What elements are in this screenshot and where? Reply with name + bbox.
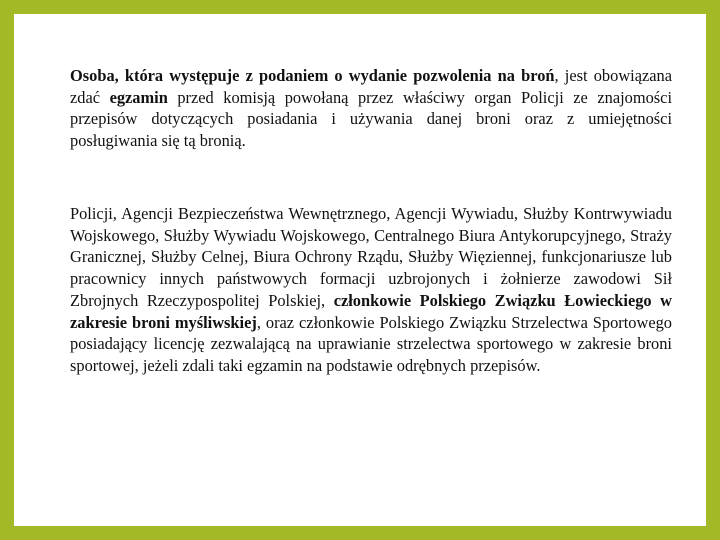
paragraph-exempt-groups-hunters: członkowie Polskiego Związku Łowieckiego w zakresie broni myśliwskiej — [70, 290, 672, 332]
slide-content — [14, 14, 706, 526]
paragraph-permit-exam-lead: Osoba, która występuje z podaniem o wydanie pozwolenia na broń — [70, 66, 555, 85]
paragraph-permit-exam — [70, 65, 672, 152]
paragraph-permit-exam-text-b: przed komisją powołaną przez właściwy organ Policji ze znajomości przepisów dotyczących posiadania i używania danej broni oraz z umiejętności posługiwania się tą bronią. — [70, 87, 672, 151]
paragraph-permit-exam-keyword: egzamin — [109, 87, 168, 107]
paragraph-exempt-groups-text-b: , oraz członkowie Polskiego Związku Strzelectwa Sportowego posiadający licencję zezwalającą na uprawianie strzelectwa sportowego w zakresie broni sportowej, jeżeli zdali taki egzamin na podstawie odrębnych przepisów. — [70, 312, 672, 375]
paragraph-exempt-groups-text-a: Policji, Agencji Bezpieczeństwa Wewnętrznego, Agencji Wywiadu, Służby Kontrwywiadu Wojskowego, Służby Wywiadu Wojskowego, Centralnego Biura Antykorupcyjnego, Straży Granicznej, Służby Celnej, Biura Ochrony Rządu, Służby Więziennej, funkcjonariusze lub pracownicy innych państwowych formacji uzbrojonych i żołnierze zawodowi Sił Zbrojnych Rzeczypospolitej Polskiej, — [70, 204, 672, 310]
paragraph-permit-exam-text-a: , jest obowiązana zdać — [70, 66, 673, 107]
paragraph-exempt-groups — [70, 203, 672, 377]
